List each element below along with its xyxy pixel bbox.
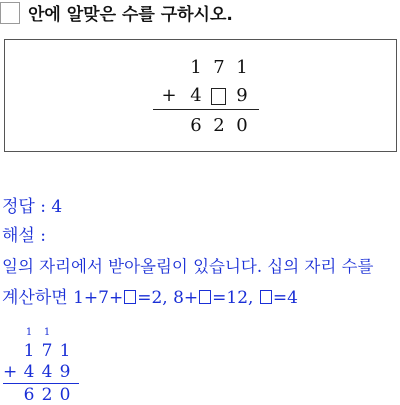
plus-sign: + [161, 85, 177, 106]
work-digit: 6 [23, 385, 35, 405]
answer-line: 정답 : 4 [2, 197, 63, 217]
problem-digit: 2 [213, 115, 225, 136]
question-text: 안에 알맞은 수를 구하시오. [28, 5, 233, 25]
work-digit: 1 [59, 341, 71, 361]
work-digit: 2 [41, 385, 53, 405]
work-digit: 4 [23, 362, 35, 382]
work-digit: 9 [59, 362, 71, 382]
blank-box[interactable] [211, 88, 226, 105]
carry-digit: 1 [43, 327, 51, 338]
problem-digit: 7 [213, 57, 225, 78]
blank-box [124, 290, 136, 304]
problem-digit: 0 [236, 115, 248, 136]
explanation-line-2 [2, 287, 298, 309]
expl-text: =2, 8+ [137, 288, 199, 308]
expl-text: 계산하면 1+7+ [2, 288, 124, 308]
work-digit: 7 [41, 341, 53, 361]
sum-line [153, 109, 259, 110]
work-digit: 4 [41, 362, 53, 382]
problem-digit: 1 [190, 57, 202, 78]
explanation-line-1: 일의 자리에서 받아올림이 있습니다. 십의 자리 수를 [2, 257, 374, 276]
problem-digit: 1 [236, 57, 248, 78]
answer-checkbox[interactable] [0, 2, 20, 24]
work-digit: 1 [23, 341, 35, 361]
expl-text: =4 [272, 288, 298, 308]
problem-digit: 6 [190, 115, 202, 136]
blank-box [260, 290, 272, 304]
blank-box [199, 290, 211, 304]
carry-digit: 1 [25, 327, 33, 338]
problem-box [4, 39, 397, 152]
problem-digit: 4 [190, 85, 202, 106]
expl-text: =12, [212, 288, 259, 308]
work-digit: 0 [59, 385, 71, 405]
problem-digit: 9 [236, 85, 248, 106]
plus-sign: + [3, 362, 18, 382]
explanation-label: 해설 : [2, 226, 46, 246]
work-sum-line [3, 383, 79, 384]
